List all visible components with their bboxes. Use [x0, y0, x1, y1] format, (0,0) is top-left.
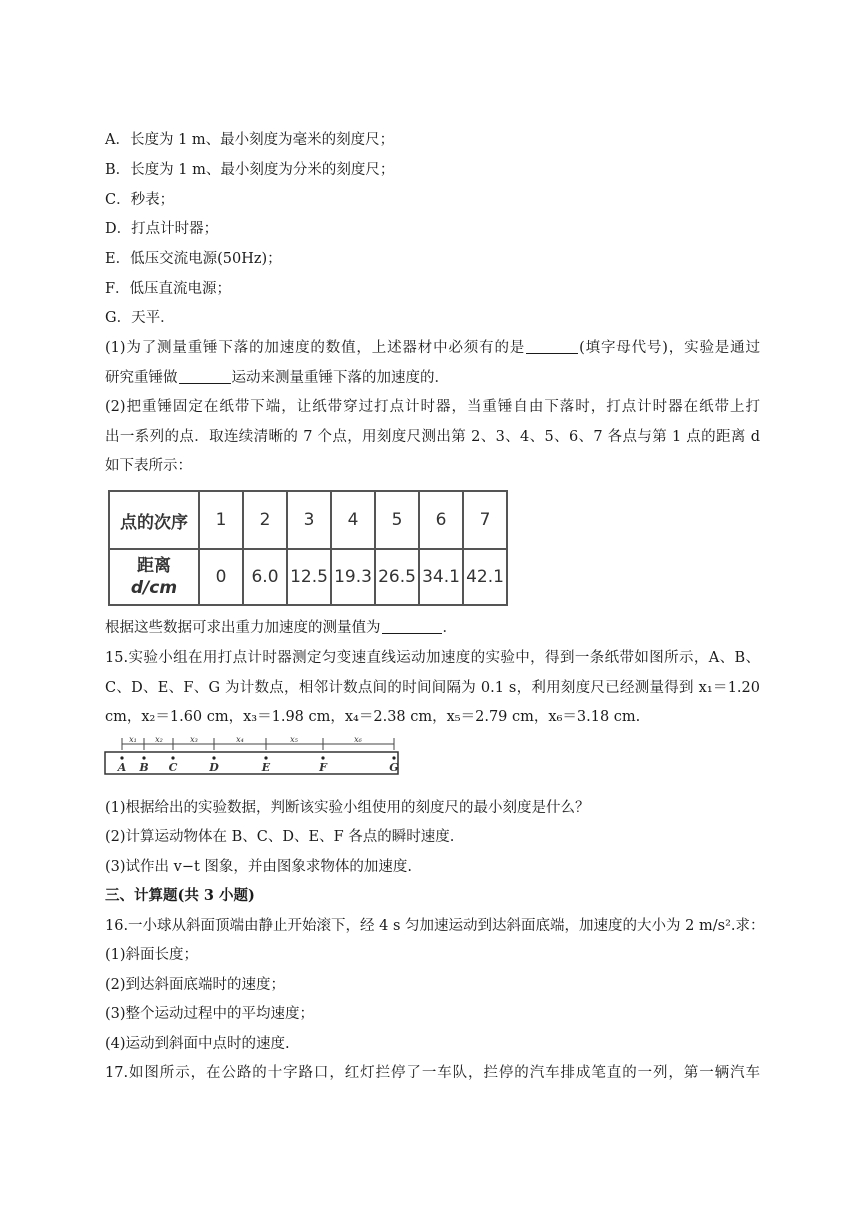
q15-line3: cm，x₂＝1.60 cm，x₃＝1.98 cm，x₄＝2.38 cm，x₅＝2.79 cm，x₆＝3.18 cm.	[105, 709, 641, 725]
table-header-distance	[109, 549, 199, 605]
table-row	[109, 549, 507, 605]
q16-sub4: (4)运动到斜面中点时的速度.	[105, 1036, 290, 1052]
table-cell: 19.3	[331, 549, 375, 605]
q14-text: (1)为了测量重锤下落的加速度的数值，上述器材中必须有的是	[105, 340, 526, 356]
q14-conclusion	[105, 618, 457, 638]
table-header-order: 点的次序	[109, 491, 199, 549]
q14-text: 根据这些数据可求出重力加速度的测量值为	[105, 620, 381, 636]
q14-part1-line1	[105, 338, 760, 358]
q15-line2: C、D、E、F、G 为计数点，相邻计数点间的时间间隔为 0.1 s，利用刻度尺已经测量得到 x₁＝1.20	[105, 680, 760, 696]
distance-table	[108, 490, 508, 606]
q16-sub3: (3)整个运动过程中的平均速度；	[105, 1006, 315, 1022]
option-c: C．秒表；	[105, 192, 175, 208]
segment-label: x₁	[129, 735, 137, 744]
segment-label: x₅	[290, 735, 298, 744]
table-cell: 2	[243, 491, 287, 549]
q16-sub1: (1)斜面长度；	[105, 947, 199, 963]
option-f: F．低压直流电源；	[105, 281, 232, 297]
table-cell: 1	[199, 491, 243, 549]
segment-label: x₆	[354, 735, 362, 744]
point-label-c: C	[168, 761, 178, 774]
point-label-d: D	[209, 761, 219, 774]
paper-tape-figure	[104, 734, 400, 794]
table-cell: 12.5	[287, 549, 331, 605]
answer-blank	[382, 619, 442, 634]
option-e: E．低压交流电源(50Hz)；	[105, 251, 282, 267]
table-cell: 0	[199, 549, 243, 605]
q14-part2-line2: 出一系列的点．取连续清晰的 7 个点，用刻度尺测出第 2、3、4、5、6、7 各点与第 1 点的距离 d	[105, 429, 760, 445]
q14-text: ．	[442, 620, 457, 636]
table-cell: 3	[287, 491, 331, 549]
q14-part1-line2	[105, 368, 449, 388]
q14-part2-line3: 如下表所示：	[105, 458, 192, 474]
table-cell: 7	[463, 491, 507, 549]
point-label-f: F	[319, 761, 327, 774]
distance-label: 距离	[137, 556, 171, 576]
point-label-g: G	[389, 761, 399, 774]
table-cell: 5	[375, 491, 419, 549]
segment-label: x₃	[190, 735, 198, 744]
q16-line1: 16.一小球从斜面顶端由静止开始滚下，经 4 s 匀加速运动到达斜面底端，加速度的大小为 2 m/s².求：	[105, 918, 765, 934]
q15-sub1: (1)根据给出的实验数据，判断该实验小组使用的刻度尺的最小刻度是什么？	[105, 800, 590, 816]
distance-unit: d/cm	[130, 578, 178, 598]
q14-part2-line1: (2)把重锤固定在纸带下端，让纸带穿过打点计时器，当重锤自由下落时，打点计时器在纸带上打	[105, 399, 760, 415]
q15-sub2: (2)计算运动物体在 B、C、D、E、F 各点的瞬时速度.	[105, 829, 455, 845]
q17-line1: 17.如图所示，在公路的十字路口，红灯拦停了一车队，拦停的汽车排成笔直的一列，第一辆汽车	[105, 1065, 760, 1081]
segment-label: x₂	[155, 735, 163, 744]
table-cell: 26.5	[375, 549, 419, 605]
option-g: G．天平．	[105, 310, 175, 326]
segment-label: x₄	[236, 735, 244, 744]
table-cell: 6.0	[243, 549, 287, 605]
q14-text: 运动来测量重锤下落的加速度的．	[231, 370, 449, 386]
point-label-a: A	[117, 761, 127, 774]
point-label-e: E	[261, 761, 271, 774]
table-cell: 6	[419, 491, 463, 549]
option-b: B．长度为 1 m、最小刻度为分米的刻度尺；	[105, 162, 395, 178]
q14-text: 研究重锤做	[105, 370, 178, 386]
option-d: D．打点计时器；	[105, 221, 219, 237]
q14-text: (填字母代号)，实验是通过	[579, 340, 760, 356]
q15-line1: 15.实验小组在用打点计时器测定匀变速直线运动加速度的实验中，得到一条纸带如图所示，A、B、	[105, 650, 760, 666]
answer-blank	[179, 369, 231, 384]
option-a: A．长度为 1 m、最小刻度为毫米的刻度尺；	[105, 132, 395, 148]
q15-sub3: (3)试作出 v−t 图象，并由图象求物体的加速度.	[105, 859, 413, 875]
table-row	[109, 491, 507, 549]
table-cell: 4	[331, 491, 375, 549]
q16-sub2: (2)到达斜面底端时的速度；	[105, 977, 286, 993]
table-cell: 34.1	[419, 549, 463, 605]
answer-blank	[526, 339, 578, 354]
section-heading: 三、计算题(共 3 小题)	[105, 887, 255, 904]
table-cell: 42.1	[463, 549, 507, 605]
point-label-b: B	[139, 761, 149, 774]
